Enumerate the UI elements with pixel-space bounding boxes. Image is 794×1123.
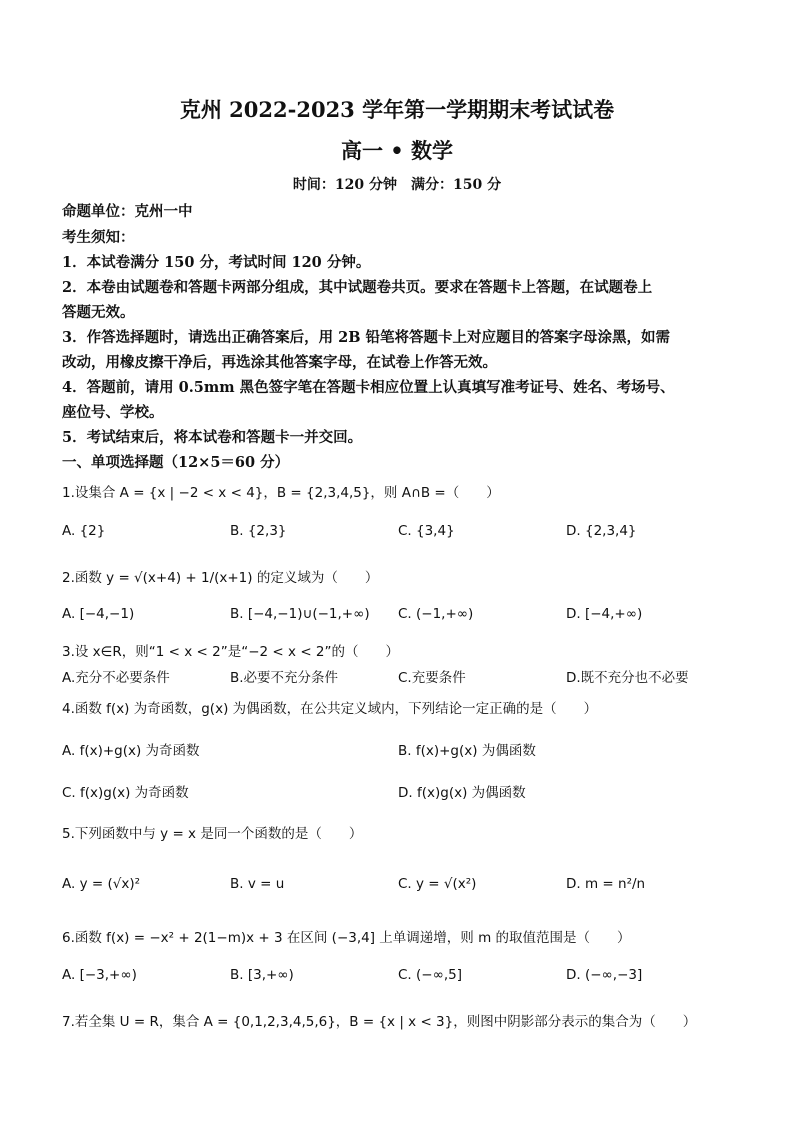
question-1-option-b: B. {2,3}	[230, 523, 287, 539]
notice-title: 考生须知：	[62, 229, 135, 246]
question-6-option-b: B. [3,+∞)	[230, 967, 294, 983]
question-5-option-d: D. m = n²/n	[566, 876, 646, 892]
question-5-option-a: A. y = (√x)²	[62, 876, 141, 892]
notice-line: 2．本卷由试题卷和答题卡两部分组成，其中试题卷共页。要求在答题卡上答题，在试题卷上	[62, 279, 653, 296]
question-6-option-c: C. (−∞,5]	[398, 967, 462, 983]
question-1-option-c: C. {3,4}	[398, 523, 455, 539]
section-heading: 一、单项选择题（12×5＝60 分）	[62, 454, 290, 471]
question-2-option-d: D. [−4,+∞)	[566, 606, 643, 622]
question-4-option-c: C. f(x)g(x) 为奇函数	[62, 785, 189, 801]
exam-title: 克州 2022-2023 学年第一学期期末考试试卷	[179, 97, 615, 122]
notice-line: 答题无效。	[62, 304, 135, 321]
question-3-option-d: D.既不充分也不必要	[566, 670, 689, 686]
exam-time-score: 时间：120 分钟 满分：150 分	[292, 177, 502, 193]
question-5-stem: 5.下列函数中与 y = x 是同一个函数的是（ ）	[62, 826, 363, 842]
notice-line: 5．考试结束后，将本试卷和答题卡一并交回。	[62, 429, 363, 446]
question-4-option-a: A. f(x)+g(x) 为奇函数	[62, 743, 200, 759]
question-4-option-b: B. f(x)+g(x) 为偶函数	[398, 743, 536, 759]
question-4-option-d: D. f(x)g(x) 为偶函数	[398, 785, 526, 801]
question-6-option-a: A. [−3,+∞)	[62, 967, 137, 983]
question-7-stem: 7.若全集 U = R，集合 A = {0,1,2,3,4,5,6}，B = {x | x < 3}，则图中阴影部分表示的集合为（ ）	[62, 1014, 697, 1030]
question-3-stem: 3.设 x∈R，则“1 < x < 2”是“−2 < x < 2”的（ ）	[62, 644, 399, 660]
question-3-option-a: A.充分不必要条件	[62, 670, 170, 686]
question-3-option-c: C.充要条件	[398, 670, 466, 686]
question-2-option-c: C. (−1,+∞)	[398, 606, 474, 622]
question-1-option-d: D. {2,3,4}	[566, 523, 637, 539]
notice-line: 改动，用橡皮擦干净后，再选涂其他答案字母，在试卷上作答无效。	[62, 354, 497, 371]
question-1-option-a: A. {2}	[62, 523, 106, 539]
notice-line: 4．答题前，请用 0.5mm 黑色签字笔在答题卡相应位置上认真填写准考证号、姓名、考场号、	[62, 379, 675, 396]
question-3-option-b: B.必要不充分条件	[230, 670, 339, 686]
question-2-option-a: A. [−4,−1)	[62, 606, 135, 622]
question-1-stem: 1.设集合 A = {x | −2 < x < 4}，B = {2,3,4,5}，则 A∩B =（ ）	[62, 485, 500, 501]
setter-unit: 命题单位：克州一中	[62, 203, 193, 220]
notice-line: 1．本试卷满分 150 分，考试时间 120 分钟。	[62, 254, 371, 271]
notice-line: 座位号、学校。	[62, 404, 164, 421]
question-4-stem: 4.函数 f(x) 为奇函数，g(x) 为偶函数，在公共定义域内，下列结论一定正确的是（ ）	[62, 701, 598, 717]
question-5-option-b: B. v = u	[230, 876, 285, 892]
exam-subject: 高一 • 数学	[340, 138, 454, 163]
question-2-stem: 2.函数 y = √(x+4) + 1/(x+1) 的定义域为（ ）	[62, 570, 379, 586]
question-2-option-b: B. [−4,−1)∪(−1,+∞)	[230, 606, 370, 622]
question-6-option-d: D. (−∞,−3]	[566, 967, 643, 983]
question-6-stem: 6.函数 f(x) = −x² + 2(1−m)x + 3 在区间 (−3,4] 上单调递增，则 m 的取值范围是（ ）	[62, 930, 631, 946]
question-5-option-c: C. y = √(x²)	[398, 876, 477, 892]
notice-line: 3．作答选择题时，请选出正确答案后，用 2B 铅笔将答题卡上对应题目的答案字母涂黑，如需	[62, 329, 671, 346]
